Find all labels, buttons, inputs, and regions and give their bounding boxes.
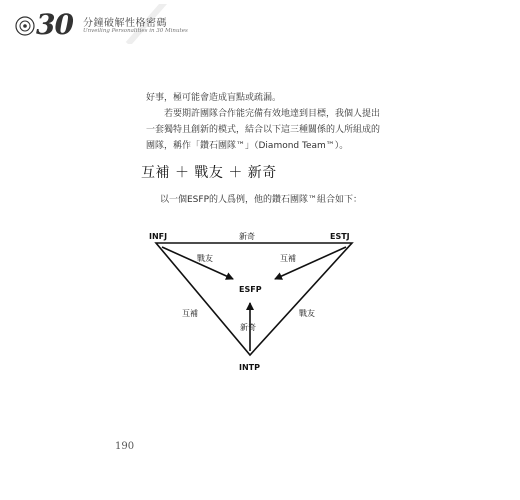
label-right-arrow: 互補 xyxy=(280,254,296,263)
paragraph-2 xyxy=(146,106,381,154)
label-left-side: 互補 xyxy=(182,309,198,318)
paragraph-1-text: 好事，極可能會造成盲點或疏漏。 xyxy=(146,93,282,103)
paragraph-2-text: 若要期許團隊合作能完備有效地達到目標，我個人提出一套獨特且創新的模式，結合以下這三種關係的人所組成的團隊，稱作「鑽石團隊™」（Diamond Team™）。 xyxy=(146,109,381,151)
node-estj: ESTJ xyxy=(330,232,350,241)
arrow-estj-to-esfp xyxy=(275,247,346,279)
diamond-team-diagram xyxy=(140,225,380,375)
label-center-arrow: 新奇 xyxy=(240,323,256,332)
triangle-outline xyxy=(156,243,352,355)
header-title: 分鐘破解性格密碼 xyxy=(83,18,167,29)
label-left-arrow: 戰友 xyxy=(197,254,213,263)
paragraph-1 xyxy=(146,90,381,106)
header-subtitle: Unveiling Personalities in 30 Minutes xyxy=(83,28,188,34)
node-intp: INTP xyxy=(239,363,260,372)
section-heading: 互補 ＋ 戰友 ＋ 新奇 xyxy=(141,165,277,181)
label-right-side: 戰友 xyxy=(299,309,315,318)
label-top-edge: 新奇 xyxy=(239,232,255,241)
node-infj: INFJ xyxy=(149,232,168,241)
header-number: 30 xyxy=(36,8,73,41)
node-esfp: ESFP xyxy=(239,285,262,294)
logo-icon xyxy=(15,16,35,36)
intro-line: 以一個ESFP的人爲例，他的鑽石團隊™組合如下： xyxy=(160,195,363,205)
page-number: 190 xyxy=(115,441,135,452)
